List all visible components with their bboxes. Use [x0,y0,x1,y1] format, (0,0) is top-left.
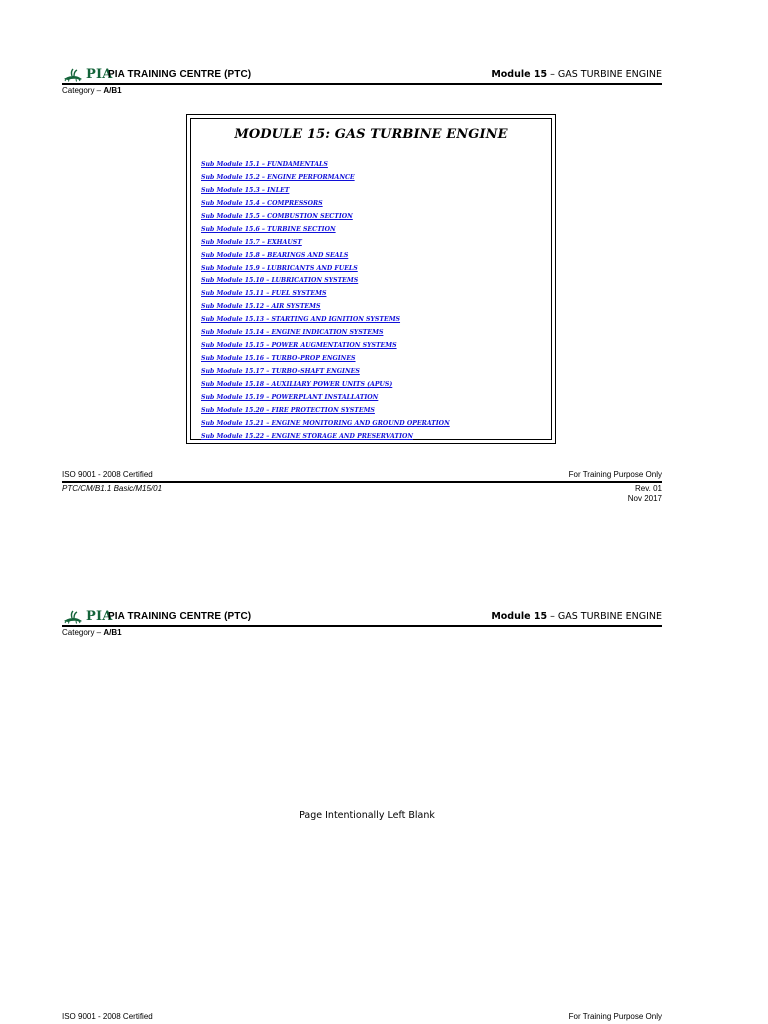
toc-item [201,298,450,311]
toc-link-submodule-15[interactable]: Sub Module 15.15 – POWER AUGMENTATION SYSTEMS [201,342,397,350]
toc-link-submodule-7[interactable]: Sub Module 15.7 – EXHAUST [201,238,302,246]
toc-list [201,156,450,441]
toc-item [201,260,450,273]
toc-link-submodule-20[interactable]: Sub Module 15.20 – FIRE PROTECTION SYSTEMS [201,406,375,414]
document-reference: PTC/CM/B1.1 Basic/M15/01 [62,484,163,493]
toc-item [201,415,450,428]
training-purpose-note: For Training Purpose Only [568,1012,662,1021]
training-centre-name: PIA TRAINING CENTRE (PTC) [108,69,252,80]
toc-item [201,337,450,350]
category-line [62,628,122,637]
toc-link-submodule-19[interactable]: Sub Module 15.19 – POWERPLANT INSTALLATION [201,393,379,401]
toc-link-submodule-2[interactable]: Sub Module 15.2 – ENGINE PERFORMANCE [201,173,355,181]
toc-link-submodule-11[interactable]: Sub Module 15.11 – FUEL SYSTEMS [201,290,327,298]
toc-item [201,234,450,247]
training-centre-name: PIA TRAINING CENTRE (PTC) [108,611,252,622]
toc-link-submodule-9[interactable]: Sub Module 15.9 – LUBRICANTS AND FUELS [201,264,358,272]
category-label: Category – [62,628,104,637]
category-line [62,86,122,95]
logo-text: PIA [86,609,113,624]
toc-item [201,363,450,376]
toc-item [201,195,450,208]
document-page-2 [0,542,768,1024]
toc-link-submodule-17[interactable]: Sub Module 15.17 – TURBO-SHAFT ENGINES [201,368,360,375]
table-of-contents-box [186,114,556,444]
toc-link-submodule-21[interactable]: Sub Module 15.21 – ENGINE MONITORING AND GROUND OPERATION [201,419,450,427]
toc-item [201,169,450,182]
toc-item [201,156,450,169]
header-rule [62,625,662,627]
toc-item [201,389,450,402]
iso-certification: ISO 9001 - 2008 Certified [62,1012,153,1021]
toc-item [201,324,450,337]
module-separator: – [547,611,558,622]
toc-item [201,402,450,415]
toc-item [201,350,450,363]
toc-link-submodule-14[interactable]: Sub Module 15.14 – ENGINE INDICATION SYSTEMS [201,329,384,337]
footer-rule [62,481,662,483]
module-label: Module 15 [491,69,548,80]
category-value: A/B1 [103,628,122,637]
revision-number: Rev. 01 [635,484,662,493]
toc-item [201,247,450,260]
toc-link-submodule-6[interactable]: Sub Module 15.6 – TURBINE SECTION [201,225,336,233]
toc-link-submodule-10[interactable]: Sub Module 15.10 – LUBRICATION SYSTEMS [201,277,359,285]
pia-logo [62,608,113,624]
module-label: Module 15 [491,611,548,622]
toc-link-submodule-13[interactable]: Sub Module 15.13 – STARTING AND IGNITION SYSTEMS [201,316,401,324]
revision-block [628,484,662,504]
toc-link-submodule-8[interactable]: Sub Module 15.8 – BEARINGS AND SEALS [201,251,349,259]
pia-logo [62,66,113,82]
module-heading [491,611,662,622]
category-value: A/B1 [103,86,122,95]
revision-date: Nov 2017 [627,494,662,503]
toc-link-submodule-4[interactable]: Sub Module 15.4 – COMPRESSORS [201,199,323,207]
toc-item [201,208,450,221]
page-blank-note: Page Intentionally Left Blank [299,810,435,821]
logo-text: PIA [86,67,113,82]
toc-item [201,311,450,324]
module-separator: – [547,69,558,80]
markhor-icon [62,68,84,82]
toc-item [201,428,450,441]
category-label: Category – [62,86,104,95]
toc-item [201,285,450,298]
toc-link-submodule-5[interactable]: Sub Module 15.5 – COMBUSTION SECTION [201,212,353,220]
toc-inner-border [190,118,552,440]
module-name: GAS TURBINE ENGINE [557,611,662,622]
toc-link-submodule-16[interactable]: Sub Module 15.16 – TURBO-PROP ENGINES [201,355,356,363]
iso-certification: ISO 9001 - 2008 Certified [62,470,153,479]
training-purpose-note: For Training Purpose Only [568,470,662,479]
module-heading [491,69,662,80]
markhor-icon [62,610,84,624]
toc-link-submodule-18[interactable]: Sub Module 15.18 – AUXILIARY POWER UNITS (APUS) [201,380,393,388]
toc-link-submodule-3[interactable]: Sub Module 15.3 – INLET [201,186,290,194]
toc-item [201,272,450,285]
toc-link-submodule-1[interactable]: Sub Module 15.1 – FUNDAMENTALS [201,161,328,168]
toc-item [201,221,450,234]
module-name: GAS TURBINE ENGINE [557,69,662,80]
toc-item [201,182,450,195]
toc-item [201,376,450,389]
toc-link-submodule-12[interactable]: Sub Module 15.12 – AIR SYSTEMS [201,303,321,311]
header-rule [62,83,662,85]
toc-title: MODULE 15: GAS TURBINE ENGINE [234,127,508,142]
toc-link-submodule-22[interactable]: Sub Module 15.22 – ENGINE STORAGE AND PRESERVATION [201,432,414,440]
